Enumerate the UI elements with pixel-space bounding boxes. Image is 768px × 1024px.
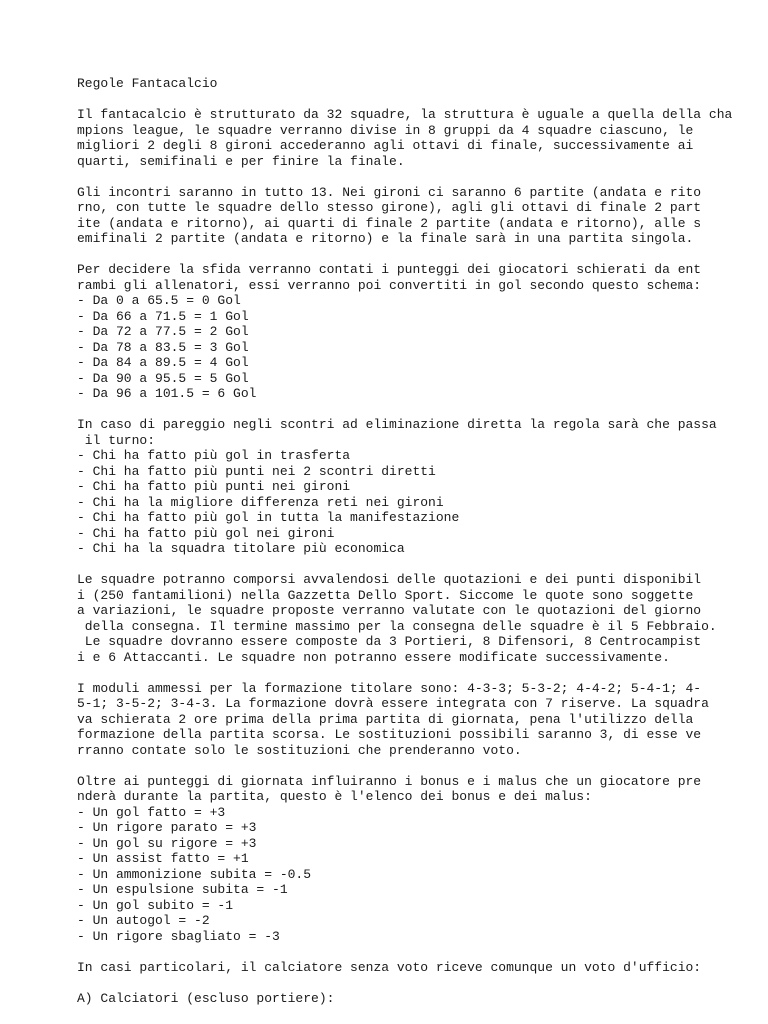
text-line: formazione della partita scorsa. Le sostituzioni possibili saranno 3, di esse ve — [77, 727, 702, 742]
text-line: - Da 84 a 89.5 = 4 Gol — [77, 355, 249, 370]
text-line: - Da 0 a 65.5 = 0 Gol — [77, 293, 241, 308]
text-line: - Chi ha la squadra titolare più economica — [77, 541, 405, 556]
text-line: Le squadre potranno comporsi avvalendosi delle quotazioni e dei punti disponibil — [77, 572, 702, 587]
blank-line — [77, 758, 732, 774]
text-line: va schierata 2 ore prima della prima partita di giornata, pena l'utilizzo della — [77, 711, 694, 727]
text-line: migliori 2 degli 8 gironi accederanno agli ottavi di finale, successivamente ai — [77, 138, 694, 153]
text-line: della consegna. Il termine massimo per la consegna delle squadre è il 5 Febbraio. — [77, 618, 717, 634]
text-line: - Da 66 a 71.5 = 1 Gol — [77, 308, 249, 324]
text-line: A) Calciatori (escluso portiere): — [77, 990, 335, 1006]
text-line: rranno contate solo le sostituzioni che prenderanno voto. — [77, 742, 522, 758]
text-line: - Chi ha la migliore differenza reti nei gironi — [77, 494, 444, 510]
blank-line — [77, 169, 732, 185]
text-line: - Un rigore parato = +3 — [77, 820, 257, 835]
text-line: - Chi ha fatto più gol in trasferta — [77, 448, 351, 463]
text-line: - Chi ha fatto più gol in tutta la manifestazione — [77, 510, 460, 525]
text-line: - Da 78 a 83.5 = 3 Gol — [77, 339, 249, 355]
text-line: - Un autogol = -2 — [77, 913, 210, 928]
text-line: - Un assist fatto = +1 — [77, 851, 249, 866]
text-line: a variazioni, le squadre proposte verranno valutate con le quotazioni del giorno — [77, 603, 702, 618]
text-line: - Da 72 a 77.5 = 2 Gol — [77, 324, 249, 339]
text-line: Le squadre dovranno essere composte da 3 Portieri, 8 Difensori, 8 Centrocampist — [77, 634, 702, 649]
text-line: emifinali 2 partite (andata e ritorno) e la finale sarà in una partita singola. — [77, 231, 694, 246]
blank-line — [77, 402, 732, 418]
blank-line — [77, 975, 732, 991]
text-line: ite (andata e ritorno), ai quarti di finale 2 partite (andata e ritorno), alle s — [77, 215, 702, 231]
blank-line — [77, 247, 732, 263]
text-line: - Un ammonizione subita = -0.5 — [77, 866, 312, 882]
blank-line — [77, 944, 732, 960]
text-line: rambi gli allenatori, essi verranno poi convertiti in gol secondo questo schema: — [77, 277, 702, 293]
text-line: - Un gol fatto = +3 — [77, 804, 226, 820]
text-line: - Un rigore sbagliato = -3 — [77, 928, 280, 944]
text-line: Per decidere la sfida verranno contati i punteggi dei giocatori schierati da ent — [77, 262, 702, 277]
text-line: - Da 96 a 101.5 = 6 Gol — [77, 386, 257, 401]
text-line: quarti, semifinali e per finire la finale. — [77, 153, 405, 169]
text-line: I moduli ammessi per la formazione titolare sono: 4-3-3; 5-3-2; 4-4-2; 5-4-1; 4- — [77, 680, 702, 696]
text-line: - Chi ha fatto più punti nei gironi — [77, 479, 351, 494]
blank-line — [77, 557, 732, 573]
text-line: - Un gol su rigore = +3 — [77, 835, 257, 851]
text-line: - Chi ha fatto più gol nei gironi — [77, 525, 335, 541]
text-line: Regole Fantacalcio — [77, 76, 218, 91]
text-line: 5-1; 3-5-2; 3-4-3. La formazione dovrà essere integrata con 7 riserve. La squadra — [77, 696, 709, 711]
text-line: In casi particolari, il calciatore senza voto riceve comunque un voto d'ufficio: — [77, 959, 702, 975]
text-line: - Chi ha fatto più punti nei 2 scontri diretti — [77, 463, 436, 479]
text-line: rno, con tutte le squadre dello stesso girone), agli gli ottavi di finale 2 part — [77, 200, 702, 215]
text-line: - Un espulsione subita = -1 — [77, 882, 288, 897]
text-line: il turno: — [77, 432, 156, 448]
blank-line — [77, 92, 732, 108]
text-line: i (250 fantamilioni) nella Gazzetta Dello Sport. Siccome le quote sono soggette — [77, 587, 694, 603]
text-line: nderà durante la partita, questo è l'elenco dei bonus e dei malus: — [77, 789, 592, 804]
text-line: mpions league, le squadre verranno divise in 8 gruppi da 4 squadre ciascuno, le — [77, 122, 694, 138]
text-line: In caso di pareggio negli scontri ad eliminazione diretta la regola sarà che passa — [77, 417, 717, 432]
text-line: - Un gol subito = -1 — [77, 897, 234, 913]
text-line: Gli incontri saranno in tutto 13. Nei gironi ci saranno 6 partite (andata e rito — [77, 184, 702, 200]
text-line: Il fantacalcio è strutturato da 32 squadre, la struttura è uguale a quella della cha — [77, 107, 733, 122]
text-line: i e 6 Attaccanti. Le squadre non potranno essere modificate successivamente. — [77, 649, 670, 665]
blank-line — [77, 665, 732, 681]
text-line: - Da 90 a 95.5 = 5 Gol — [77, 370, 249, 386]
document-text — [77, 76, 732, 1006]
text-line: Oltre ai punteggi di giornata influiranno i bonus e i malus che un giocatore pre — [77, 773, 702, 789]
